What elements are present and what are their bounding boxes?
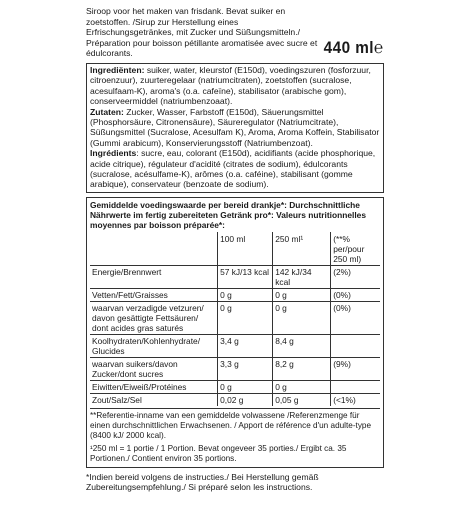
- reference-intake-note: **Referentie-inname van een gemiddelde volwassene /Referenzmenge für einen durchschnittlichen Erwachsenen. / Apport de référence d'un adulte-type (8400 kJ/ 2000 kcal).: [90, 408, 380, 441]
- nutrient-label: Koolhydraten/Kohlenhydrate/ Glucides: [90, 334, 218, 357]
- value-percent: [331, 334, 380, 357]
- product-description: [86, 6, 318, 59]
- value-percent: (2%): [331, 265, 380, 288]
- nutrient-label: Eiwitten/Eiweiß/Protéines: [90, 380, 218, 393]
- value-percent: (9%): [331, 357, 380, 380]
- nutrient-label: waarvan verzadigde vetzuren/ davon gesättigte Fettsäuren/ dont acides gras saturés: [90, 301, 218, 334]
- nutrient-label: waarvan suikers/davon Zucker/dont sucres: [90, 357, 218, 380]
- value-100ml: 0,02 g: [218, 393, 273, 406]
- nutrition-row: [90, 334, 380, 357]
- ingredients-box: [86, 63, 384, 193]
- ingredients-fr-text: : sucre, eau, colorant (E150d), acidifiants (acide phosphorique, acide citrique), régulateur d'acidité (citrates de sodium), édulcorants (sucralose, acésulfame-K), arômes (o.a. caféine), stabilisant (gomme arabique), conservateur (benzoate de sodium).: [90, 148, 376, 190]
- nutrition-box: [86, 197, 384, 468]
- value-100ml: 3,3 g: [218, 357, 273, 380]
- nutrient-label: Zout/Salz/Sel: [90, 393, 218, 406]
- description-de-fr: /Sirup zur Herstellung eines Erfrischungsgetränkes, mit Zucker und Süßungsmitteln./ Préparation pour boisson pétillante aromatisée avec sucre et édulcorants.: [86, 16, 318, 59]
- value-250ml: 0 g: [273, 301, 331, 334]
- value-250ml: 8,4 g: [273, 334, 331, 357]
- value-percent: [331, 380, 380, 393]
- col-percent: (**% per/pour 250 ml): [331, 232, 380, 266]
- value-250ml: 8,2 g: [273, 357, 331, 380]
- value-percent: (0%): [331, 288, 380, 301]
- value-percent: (<1%): [331, 393, 380, 406]
- nutrition-table: [90, 232, 380, 406]
- description-nl: Siroop voor het maken van frisdank. Bevat suiker en zoetstoffen.: [86, 6, 286, 27]
- nutrition-row: [90, 357, 380, 380]
- nutrition-header-row: [90, 232, 380, 266]
- ingredients-de-label: Zutaten:: [90, 106, 124, 117]
- nutrition-row: [90, 380, 380, 393]
- nutrition-row: [90, 393, 380, 406]
- preparation-note: *Indien bereid volgens de instructies./ Bei Herstellung gemäß Zubereitungsempfehlung./ Si préparé selon les instructions.: [86, 471, 319, 493]
- value-100ml: 0 g: [218, 301, 273, 334]
- label-panel: [86, 6, 384, 493]
- value-250ml: 142 kJ/34 kcal: [273, 265, 331, 288]
- ingredients-nl: [90, 65, 380, 107]
- ingredients-nl-text: suiker, water, kleurstof (E150d), voedingszuren (fosforzuur, citroenzuur), zuurteregelaar (natriumcitraten), zoetstoffen (sucralose, acesulfaam-K), aroma's (o.a. cafeïne), stabilisator (arabische gom), conserveermiddel (natriumbenzoaat).: [90, 64, 371, 107]
- value-percent: (0%): [331, 301, 380, 334]
- nutrition-row: [90, 288, 380, 301]
- col-100ml: 100 ml: [218, 232, 273, 266]
- value-100ml: 0 g: [218, 288, 273, 301]
- nutrient-label: Vetten/Fett/Graisses: [90, 288, 218, 301]
- value-250ml: 0 g: [273, 288, 331, 301]
- col-250ml: 250 ml¹: [273, 232, 331, 266]
- nutrient-label: Energie/Brennwert: [90, 265, 218, 288]
- ingredients-fr: [90, 148, 380, 190]
- volume-mark: 440 ml℮: [324, 38, 384, 57]
- ingredients-de: [90, 107, 380, 149]
- value-250ml: 0 g: [273, 380, 331, 393]
- value-100ml: 3,4 g: [218, 334, 273, 357]
- portion-note: ¹250 ml = 1 portie / 1 Portion. Bevat ongeveer 35 porties./ Ergibt ca. 35 Portionen./ Contient environ 35 portions.: [90, 443, 347, 463]
- ingredients-de-text: Zucker, Wasser, Farbstoff (E150d), Säuerungsmittel (Phosphorsäure, Citronensäure), Säureregulator (Natriumcitrate), Süßungsmittel (Sucralose, Acesulfam K), Aroma, Aroma Koffein, Stabilisator (Gummi arabicum), Konservierungsstoff (Natriumbenzoat).: [90, 106, 380, 148]
- nutrition-heading: Gemiddelde voedingswaarde per bereid drankje*: Durchschnittliche Nährwerte im fertig zubereiteten Getränk pro*: Valeurs nutritionnelles moyennes par boisson préparée*:: [90, 199, 366, 230]
- nutrition-row: [90, 265, 380, 288]
- nutrition-row: [90, 301, 380, 334]
- value-100ml: 57 kJ/13 kcal: [218, 265, 273, 288]
- value-250ml: 0,05 g: [273, 393, 331, 406]
- ingredients-nl-label: Ingrediënten:: [90, 64, 145, 75]
- ingredients-fr-label: Ingrédients: [90, 148, 137, 159]
- value-100ml: 0 g: [218, 380, 273, 393]
